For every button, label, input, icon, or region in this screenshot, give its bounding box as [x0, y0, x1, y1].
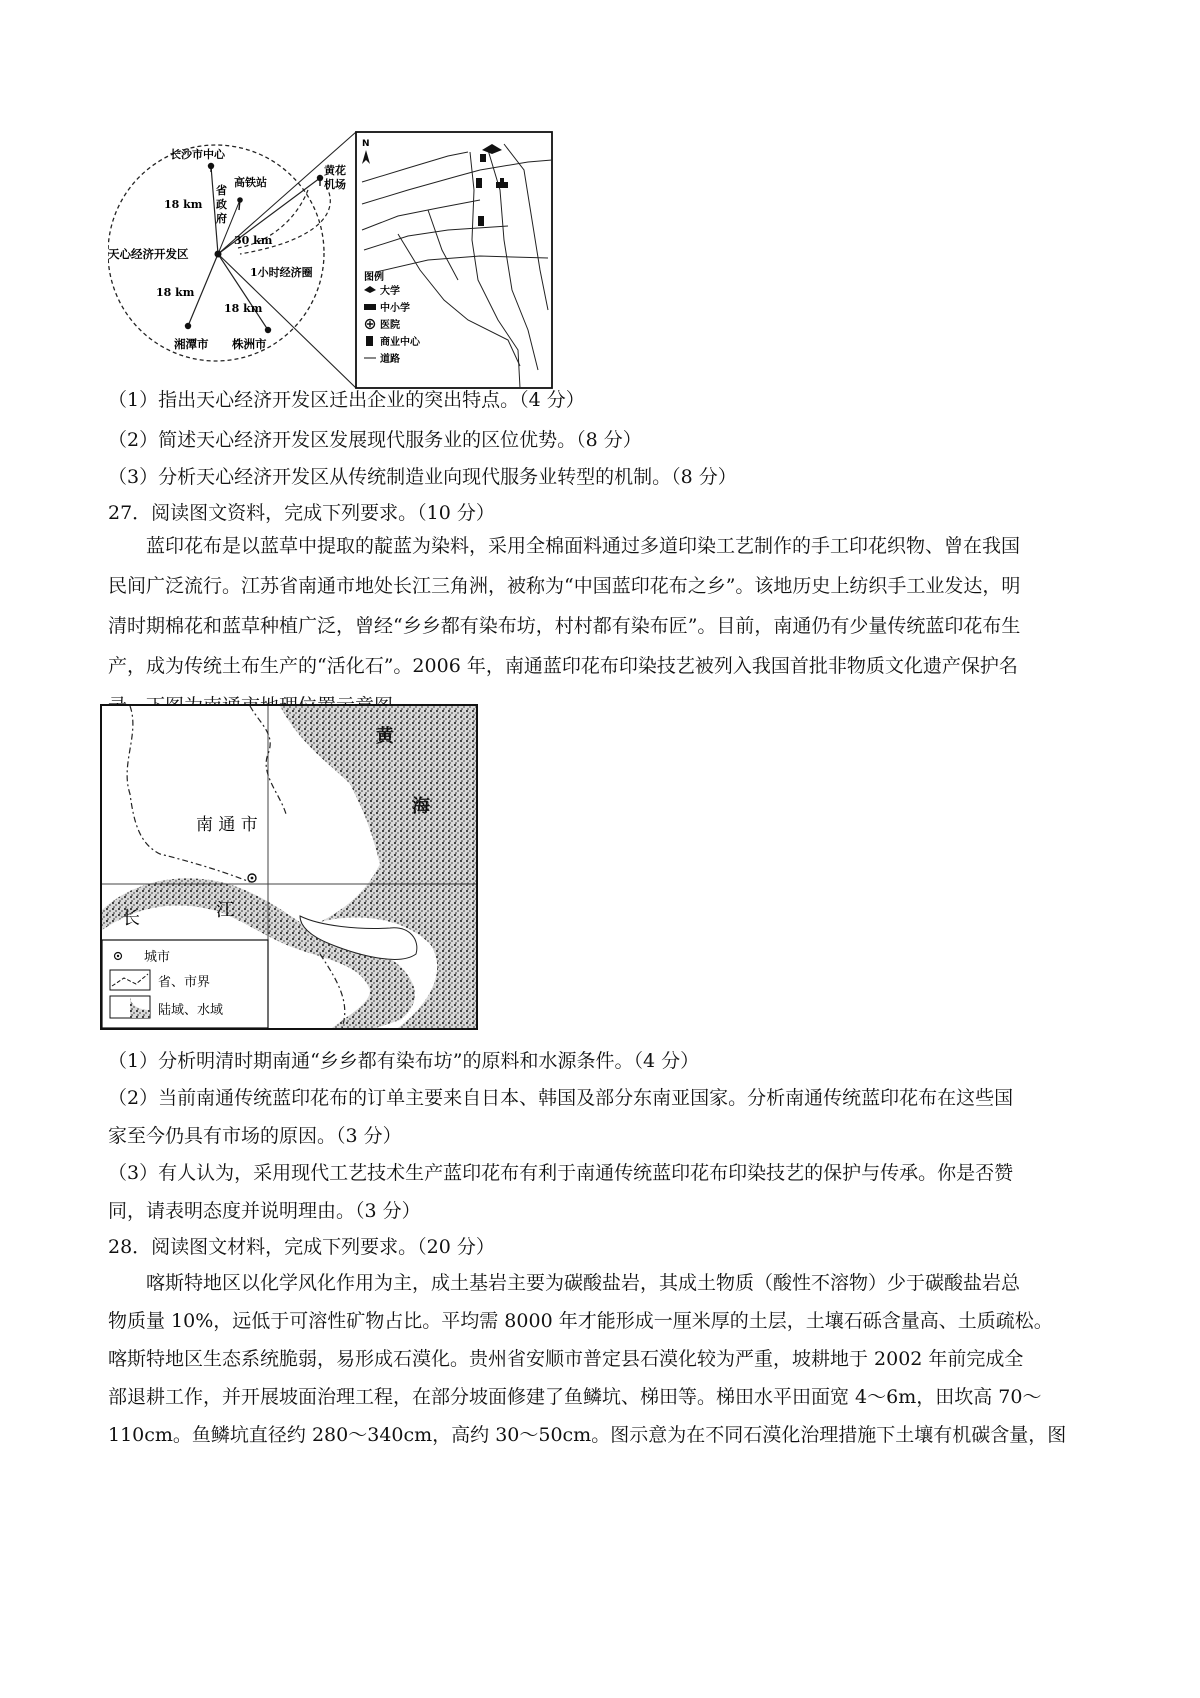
q27-material-paragraph	[108, 526, 1118, 726]
q27-para-line: 清时期棉花和蓝草种植广泛，曾经“乡乡都有染布坊，村村都有染布匠”。目前，南通仍有少量传统蓝印花布生	[108, 615, 1021, 637]
q27-sub2-line2: 家至今仍具有市场的原因。（3 分）	[108, 1125, 402, 1147]
q28-para-line: 部退耕工作，并开展坡面治理工程，在部分坡面修建了鱼鳞坑、梯田等。梯田水平田面宽 4～6m，田坎高 70～	[108, 1386, 1042, 1408]
legend-shopping-icon	[366, 336, 373, 346]
legend-item-shopping: 商业中心	[380, 337, 420, 348]
q27-para-line: 民间广泛流行。江苏省南通市地处长江三角洲，被称为“中国蓝印花布之乡”。该地历史上纺织手工业发达，明	[108, 575, 1021, 597]
legend-item-school: 中小学	[380, 303, 410, 314]
school-icon	[496, 182, 508, 188]
label-dist-18a: 18 km	[164, 198, 203, 211]
river-label-1: 长	[122, 908, 140, 929]
label-zhuzhou: 株洲市	[232, 337, 267, 351]
q28-heading: 28．阅读图文材料，完成下列要求。（20 分）	[108, 1236, 495, 1258]
q27-para-line: 蓝印花布是以蓝草中提取的靛蓝为染料，采用全棉面料通过多道印染工艺制作的手工印花织物、曾在我国	[146, 535, 1021, 557]
q27-sub2-line1: （2）当前南通传统蓝印花布的订单主要来自日本、韩国及部分东南亚国家。分析南通传统蓝印花布在这些国	[108, 1087, 1014, 1109]
nantong-label: 南 通 市	[196, 815, 258, 835]
legend-item-university: 大学	[380, 286, 400, 297]
shopping-icon	[478, 216, 484, 226]
legend-land-water-label: 陆域、水域	[158, 1003, 224, 1018]
tianxin-location-map	[108, 130, 568, 392]
q27-sub3-line1: （3）有人认为，采用现代工艺技术生产蓝印花布有利于南通传统蓝印花布印染技艺的保护与传承。你是否赞	[108, 1162, 1014, 1184]
label-zheng: 政	[216, 198, 227, 211]
q27-heading: 27．阅读图文资料，完成下列要求。（10 分）	[108, 502, 495, 524]
yellow-sea-label-1: 黄	[376, 726, 394, 747]
legend-school-icon	[364, 304, 376, 310]
legend-item-hospital: 医院	[380, 320, 400, 331]
nantong-location-map	[100, 704, 478, 1030]
q26-sub1: （1）指出天心经济开发区迁出企业的突出特点。（4 分）	[108, 389, 585, 411]
label-dist-30: 30 km	[234, 234, 273, 247]
shopping-icon	[476, 178, 482, 188]
q28-para-line: 物质量 10%，远低于可溶性矿物占比。平均需 8000 年才能形成一厘米厚的土层，土壤石砾含量高、土质疏松。	[108, 1310, 1053, 1332]
q27-para-line: 产，成为传统土布生产的“活化石”。2006 年，南通蓝印花布印染技艺被列入我国首批非物质文化遗产保护名	[108, 655, 1018, 677]
legend-item-road: 道路	[380, 354, 400, 365]
q26-sub3: （3）分析天心经济开发区从传统制造业向现代服务业转型的机制。（8 分）	[108, 466, 737, 488]
legend-title: 图例	[364, 272, 384, 283]
label-fu: 府	[216, 212, 227, 225]
legend-boundary-label: 省、市界	[158, 975, 211, 990]
label-huanghua-2: 机场	[324, 178, 346, 191]
label-gaotie: 高铁站	[234, 176, 267, 189]
label-huanghua-1: 黄花	[324, 164, 346, 177]
q28-para-line: 喀斯特地区以化学风化作用为主，成土基岩主要为碳酸盐岩，其成土物质（酸性不溶物）少于碳酸盐岩总	[146, 1272, 1021, 1294]
label-xiangtan: 湘潭市	[174, 337, 209, 351]
q27-sub3-line2: 同，请表明态度并说明理由。（3 分）	[108, 1200, 421, 1222]
legend-city-label: 城市	[144, 950, 171, 965]
yellow-sea-label-2: 海	[412, 796, 430, 817]
label-sheng: 省	[216, 184, 227, 197]
north-label: N	[362, 139, 370, 149]
q28-material-paragraph	[108, 1264, 1118, 1454]
q27-sub1: （1）分析明清时期南通“乡乡都有染布坊”的原料和水源条件。（4 分）	[108, 1050, 700, 1072]
q26-sub2: （2）简述天心经济开发区发展现代服务业的区位优势。（8 分）	[108, 429, 642, 451]
label-changsha: 长沙市中心	[170, 148, 225, 161]
river-label-2: 江	[216, 900, 234, 921]
district-inset-map	[356, 132, 552, 388]
label-dist-18b: 18 km	[156, 286, 195, 299]
q28-para-line: 110cm。鱼鳞坑直径约 280～340cm，高约 30～50cm。图示意为在不同石漠化治理措施下土壤有机碳含量，图	[108, 1424, 1067, 1446]
nantong-map-legend	[102, 940, 268, 1028]
label-dist-18c: 18 km	[224, 302, 263, 315]
q28-para-line: 喀斯特地区生态系统脆弱，易形成石漠化。贵州省安顺市普定县石漠化较为严重，坡耕地于 2002 年前完成全	[108, 1348, 1024, 1370]
label-ring: 1小时经济圈	[250, 266, 313, 279]
label-tianxin: 天心经济开发区	[108, 247, 189, 261]
